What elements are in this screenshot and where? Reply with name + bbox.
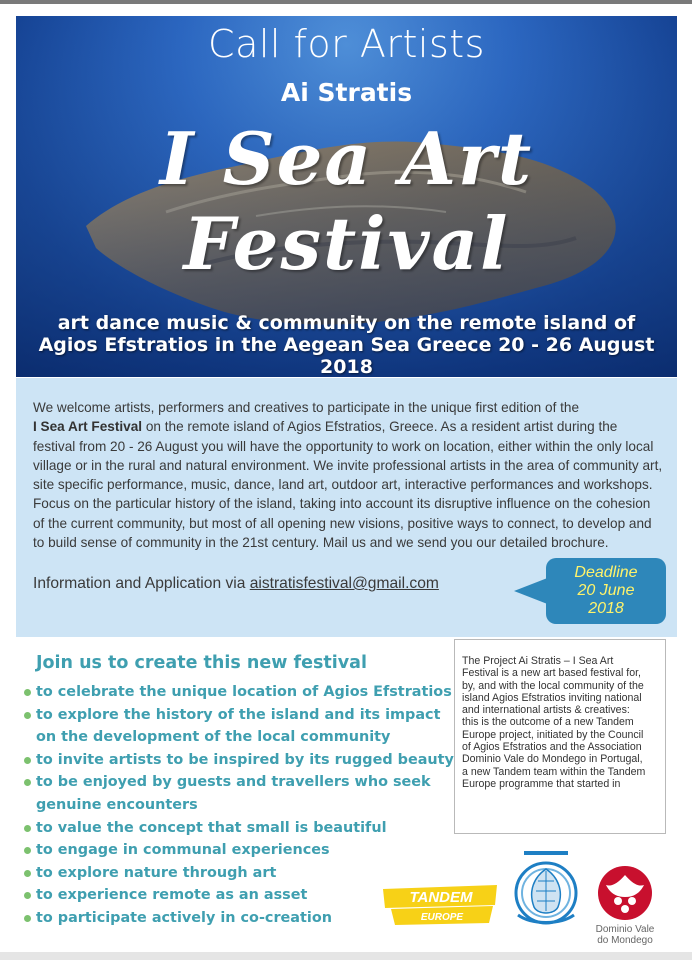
deadline-callout-tail [514, 577, 550, 605]
list-item: to explore nature through art [24, 862, 454, 885]
dominio-label-line-1: Dominio Vale [595, 924, 655, 935]
bullet-icon [24, 779, 31, 786]
top-border [0, 0, 692, 4]
bullet-icon [24, 825, 31, 832]
intro-text-part-1: We welcome artists, performers and creatives to participate in the unique first edition of the [33, 400, 580, 415]
list-item: to celebrate the unique location of Agios Efstratios [24, 681, 454, 704]
deadline-date: 20 June [577, 582, 635, 599]
festival-title: I Sea Art Festival [159, 116, 534, 286]
project-description-box [454, 639, 666, 834]
dominio-vale-logo [590, 863, 660, 927]
info-line [33, 575, 439, 593]
list-item: to explore the history of the island and its impact [24, 704, 454, 727]
europe-text: EUROPE [420, 912, 464, 923]
bottom-border [0, 952, 692, 960]
deadline-label: Deadline [574, 564, 638, 581]
list-item: to experience remote as an asset [24, 884, 454, 907]
email-link[interactable]: aistratisfestival@gmail.com [249, 575, 439, 592]
intro-panel [16, 378, 677, 637]
list-item: to value the concept that small is beautiful [24, 817, 454, 840]
intro-text-part-2: on the remote island of Agios Efstratios, Greece. As a resident artist during the festival from 20 - 26 August you will have the opportunity to work on location, either within the only local village or in the rural and natural environment. We invite professional artists in the area of community art, site specific performance, music, dance, land art, outdoor art, interactive performances and workshops. Focus on the particular history of the island, taking into account its disruptive influence on the cohesion of the current community, but most of all opening new visions, positive ways to connect, to develop and to build sense of community in the 21st century. Mail us and we send you our detailed brochure. [33, 419, 663, 551]
join-heading: Join us to create this new festival [36, 653, 367, 673]
deadline-badge [546, 558, 666, 624]
call-for-artists-title: Call for Artists [208, 22, 485, 66]
bullet-icon [24, 892, 31, 899]
dominio-label-line-2: do Mondego [597, 935, 653, 946]
list-item: to participate actively in co-creation [24, 907, 454, 930]
join-section [16, 637, 677, 946]
hero-banner [16, 16, 677, 377]
bullet-icon [24, 915, 31, 922]
tagline [16, 312, 677, 377]
dominio-label [578, 924, 672, 946]
association-shell-logo [508, 851, 584, 931]
tagline-line-2: Agios Efstratios in the Aegean Sea Greece 20 - 26 August 2018 [38, 334, 655, 377]
deadline-year: 2018 [588, 600, 624, 617]
list-item-continuation: genuine encounters [36, 796, 198, 813]
list-item: to engage in communal experiences [24, 839, 454, 862]
info-label: Information and Application via [33, 575, 250, 592]
list-item: to be enjoyed by guests and travellers who seek [24, 771, 454, 794]
bullet-icon [24, 712, 31, 719]
project-description: The Project Ai Stratis – I Sea Art Festival is a new art based festival for, by, and with the local community of the island Agios Efstratios inviting national and international artists & creatives: this is the outcome of a new Tandem Europe project, initiated by the Council of Agios Efstratios and the Association Dominio Vale do Mondego in Portugal, a new Tandem team within the Tandem Europe programme that started in [462, 655, 646, 790]
bullet-icon [24, 757, 31, 764]
bullet-icon [24, 847, 31, 854]
list-item: to invite artists to be inspired by its rugged beauty [24, 749, 454, 772]
list-item-continuation: on the development of the local community [36, 729, 391, 746]
bullet-icon [24, 870, 31, 877]
place-name: Ai Stratis [280, 78, 413, 107]
tandem-text: TANDEM [409, 889, 473, 906]
intro-paragraph [33, 398, 663, 552]
intro-festival-name: I Sea Art Festival [33, 419, 143, 435]
bullet-icon [24, 689, 31, 696]
tandem-europe-logo [379, 881, 501, 927]
tagline-line-1: art dance music & community on the remote island of [57, 312, 636, 334]
